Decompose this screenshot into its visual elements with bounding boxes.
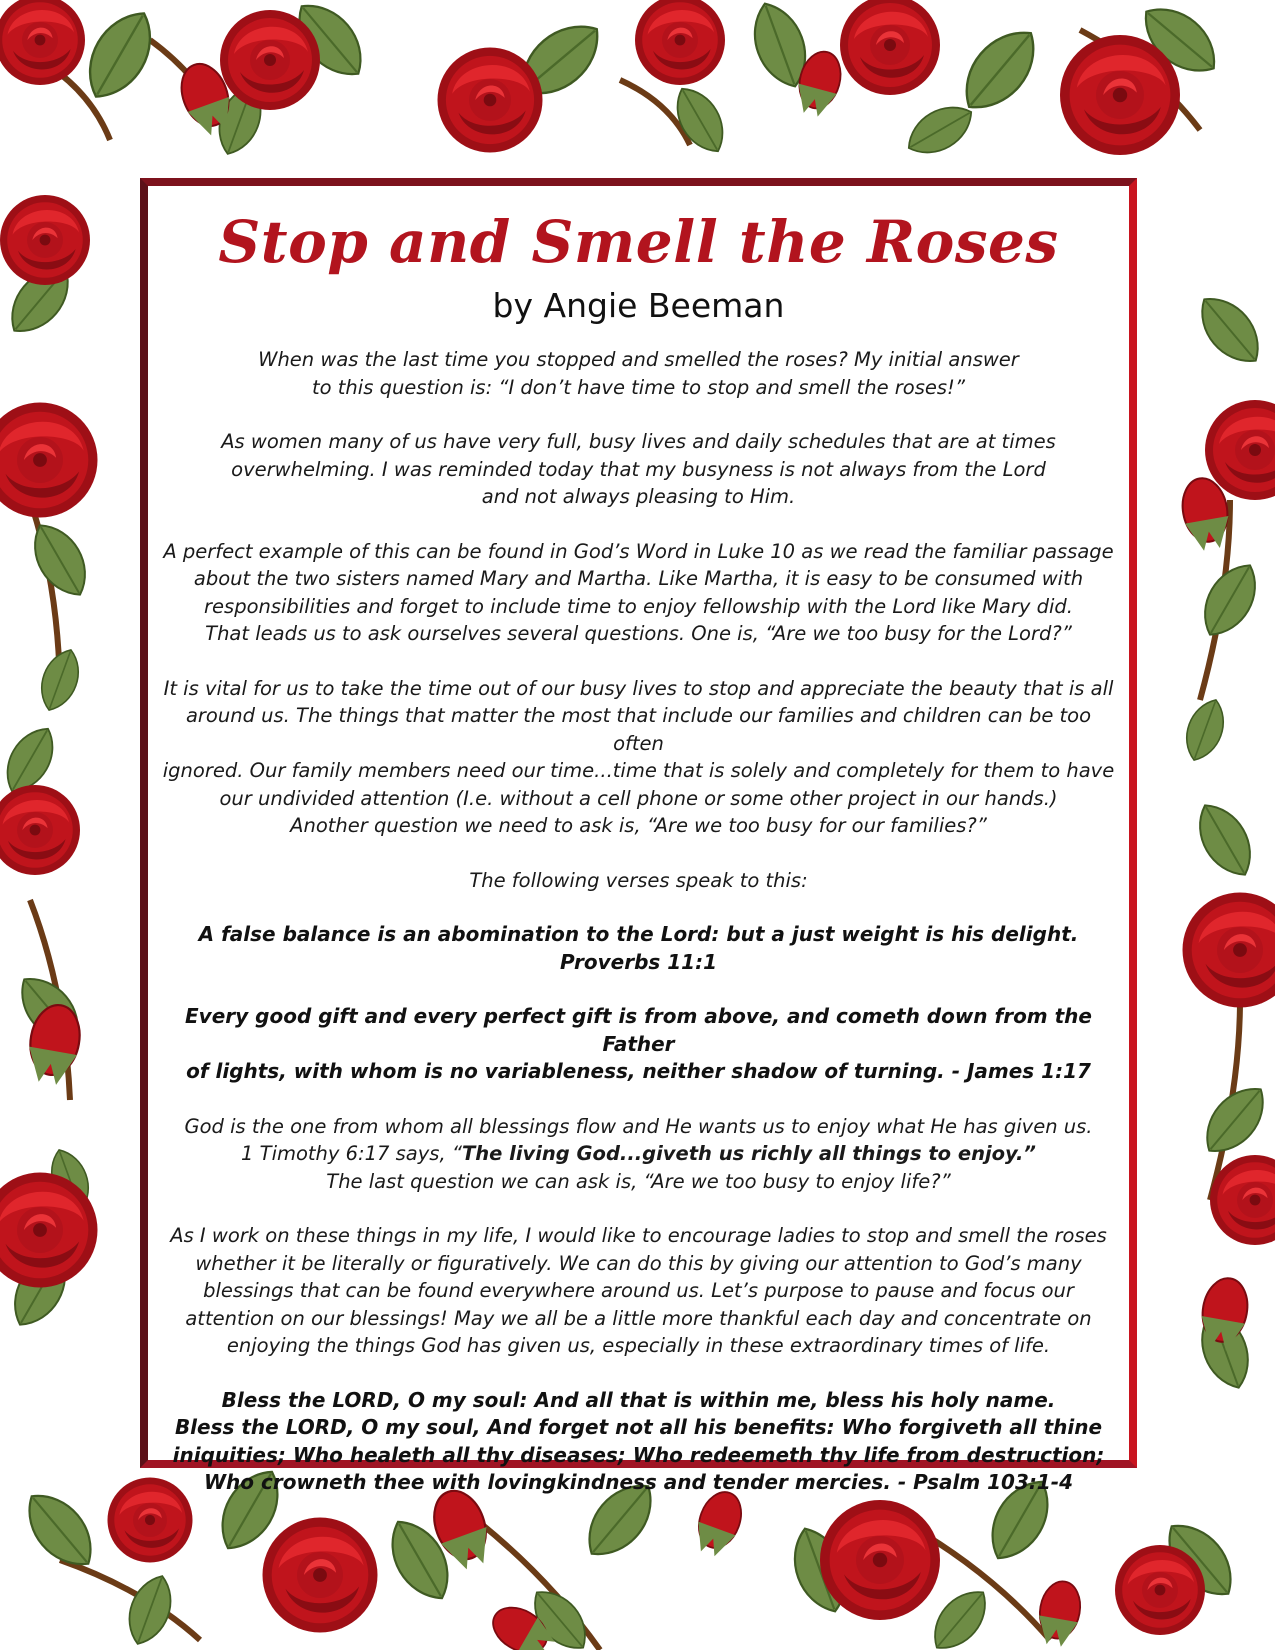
rose-icon [0,0,85,85]
paragraph-6-line-3: The last question we can ask is, “Are we too busy to enjoy life?” [326,1169,951,1193]
article-card [140,178,1137,1494]
leaf-icon [33,644,86,716]
leaf-icon [14,1481,106,1578]
rose-icon [0,403,98,518]
leaf-icon [1187,795,1263,885]
rose-icon [263,1518,378,1633]
verse-psalm: Bless the LORD, O my soul: And all that is within me, bless his holy name. Bless the LORD, O my soul, And forget not all his benefits: Who forgiveth all thine iniquities; Who healeth all thy diseases; Who redeemeth thy life from destruction; Who crowneth thee with lovingkindness and tender mercies. - Psalm 103:1-4 [172,1387,1105,1494]
page-title: Stop and Smell the Roses [218,208,1059,276]
leaf-icon [1178,694,1231,766]
verse-james: Every good gift and every perfect gift is from above, and cometh down from the Father of lights, with whom is no variableness, neither shadow of turning. - James 1:17 [185,1004,1092,1083]
paragraph-1: When was the last time you stopped and smelled the roses? My initial answer to this question is: “I don’t have time to stop and smell the roses!” [258,348,1019,399]
leaf-icon [22,515,98,605]
paragraph-5: The following verses speak to this: [469,868,808,892]
rose-icon [635,0,725,85]
paragraph-6 [158,1113,1119,1196]
rose-bud-icon [1034,1578,1084,1649]
leaf-icon [120,1570,180,1650]
rose-icon [438,48,543,153]
rose-icon [1060,35,1180,155]
paragraph-3: A perfect example of this can be found in God’s Word in Luke 10 as we read the familiar passage about the two sisters named Mary and Martha. Like Martha, it is easy to be consumed with responsibilities and forget to include time to enjoy fellowship with the Lord like Mary did. That leads us to ask ourselves several questions. One is, “Are we too busy for the Lord?” [163,539,1114,645]
verse-proverbs: A false balance is an abomination to the Lord: but a just weight is his delight. Proverbs 11:1 [198,922,1079,974]
rose-icon [0,785,80,875]
rose-icon [0,195,90,285]
rose-icon [220,10,320,110]
leaf-icon [922,1580,997,1650]
paragraph-4: It is vital for us to take the time out of our busy lives to stop and appreciate the beauty that is all around us. The things that matter the most that include our families and children can be too often ignored. Our family members need our time...time that is solely and completely for them to have our undivided attention (I.e. without a cell phone or some other project in our hands.) Another question we need to ask is, “Are we too busy for our families?” [162,676,1115,837]
rose-icon [840,0,940,95]
paragraph-6-quote: The living God...giveth us richly all things to enjoy.” [461,1142,1036,1165]
leaf-icon [950,17,1050,123]
author-byline: by Angie Beeman [492,286,785,325]
leaf-icon [74,1,166,109]
paragraph-6-line-1: God is the one from whom all blessings flow and He wants us to enjoy what He has given us. [184,1114,1093,1138]
article-body [158,346,1119,1524]
rose-icon [1115,1545,1205,1635]
rose-icon [1183,893,1275,1008]
leaf-icon [1188,286,1272,374]
paragraph-7: As I work on these things in my life, I would like to encourage ladies to stop and smell the roses whether it be literally or figuratively. We can do this by giving our attention to God’s many blessings that can be found everywhere around us. Let’s purpose to pause and focus our attention on our blessings! May we all be a little more thankful each day and concentrate on enjoying the things God has given us, especially in these extraordinary times of life. [170,1224,1107,1357]
paragraph-2: As women many of us have very full, busy lives and daily schedules that are at times overwhelming. I was reminded today that my busyness is not always from the Lord and not always pleasing to Him. [221,430,1056,508]
leaf-icon [1192,555,1268,645]
paragraph-6-line-2-prefix: 1 Timothy 6:17 says, “ [241,1142,462,1165]
